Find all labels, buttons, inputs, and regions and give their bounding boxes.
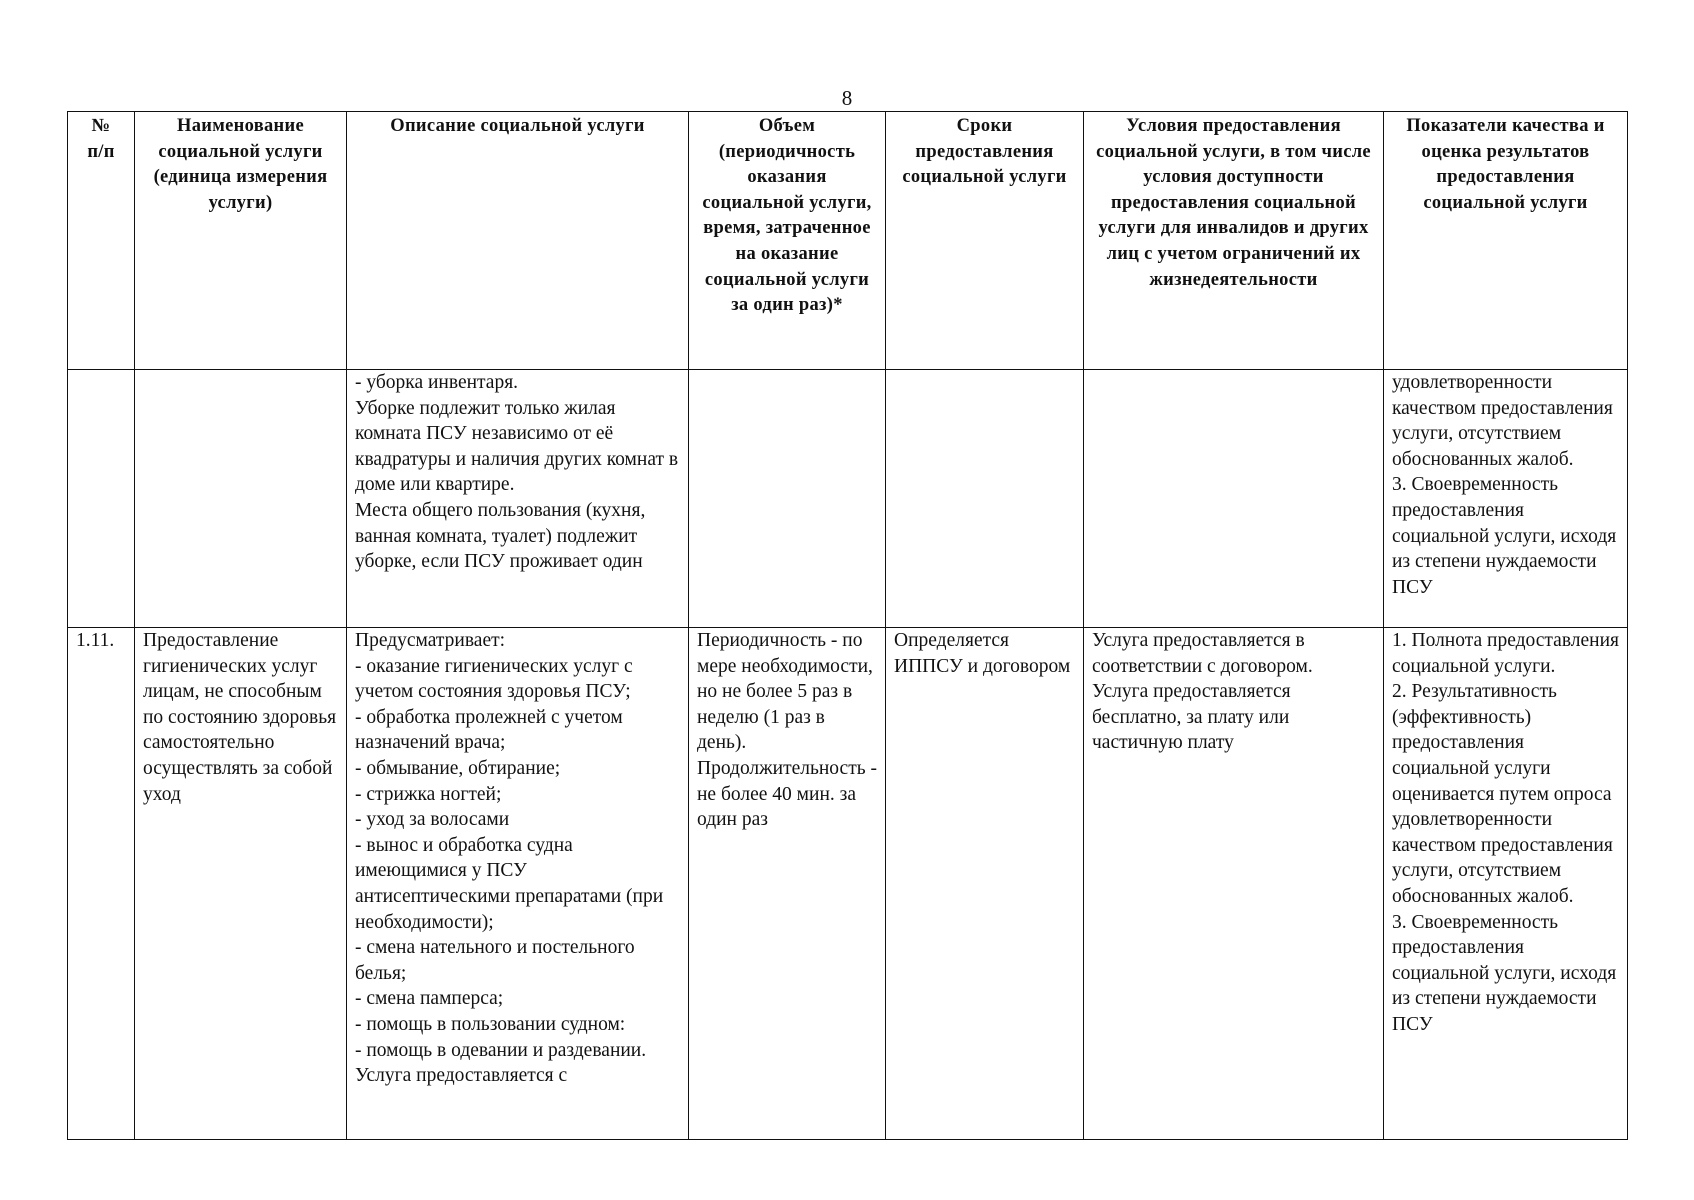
header-conditions: Условия предоставления социальной услуги, в том числе условия доступности предоставления социальной услуги для инвалидов и других лиц с учетом ограничений их жизнедеятельности	[1084, 112, 1384, 370]
cell-quality: удовлетворенности качеством предоставления услуги, отсутствием обоснованных жалоб. 3. Своевременность предоставления социальной услуги, исходя из степени нуждаемости ПСУ	[1384, 370, 1628, 628]
services-table	[67, 111, 1628, 1140]
header-volume: Объем (периодичность оказания социальной услуги, время, затраченное на оказание социальной услуги за один раз)*	[689, 112, 886, 370]
cell-volume: Периодичность - по мере необходимости, но не более 5 раз в неделю (1 раз в день). Продолжительность - не более 40 мин. за один раз	[689, 628, 886, 1140]
header-terms: Сроки предоставления социальной услуги	[886, 112, 1084, 370]
cell-volume	[689, 370, 886, 628]
page-number: 8	[841, 86, 853, 110]
header-quality: Показатели качества и оценка результатов предоставления социальной услуги	[1384, 112, 1628, 370]
table-row	[68, 628, 1628, 1140]
cell-name	[135, 370, 347, 628]
cell-conditions: Услуга предоставляется в соответствии с договором. Услуга предоставляется бесплатно, за плату или частичную плату	[1084, 628, 1384, 1140]
cell-num: 1.11.	[68, 628, 135, 1140]
cell-terms	[886, 370, 1084, 628]
header-name: Наименование социальной услуги (единица измерения услуги)	[135, 112, 347, 370]
table-row	[68, 370, 1628, 628]
header-description: Описание социальной услуги	[347, 112, 689, 370]
header-num: № п/п	[68, 112, 135, 370]
cell-description: - уборка инвентаря. Уборке подлежит только жилая комната ПСУ независимо от её квадратуры и наличия других комнат в доме или квартире. Места общего пользования (кухня, ванная комната, туалет) подлежит уборке, если ПСУ проживает один	[347, 370, 689, 628]
cell-description: Предусматривает: - оказание гигиенических услуг с учетом состояния здоровья ПСУ; - обработка пролежней с учетом назначений врача; - обмывание, обтирание; - стрижка ногтей; - уход за волосами - вынос и обработка судна имеющимися у ПСУ антисептическими препаратами (при необходимости); - смена нательного и постельного белья; - смена памперса; - помощь в пользовании судном: - помощь в одевании и раздевании. Услуга предоставляется с	[347, 628, 689, 1140]
cell-conditions	[1084, 370, 1384, 628]
cell-quality: 1. Полнота предоставления социальной услуги. 2. Результативность (эффективность) предоставления социальной услуги оценивается путем опроса удовлетворенности качеством предоставления услуги, отсутствием обоснованных жалоб. 3. Своевременность предоставления социальной услуги, исходя из степени нуждаемости ПСУ	[1384, 628, 1628, 1140]
cell-name: Предоставление гигиенических услуг лицам, не способным по состоянию здоровья самостоятельно осуществлять за собой уход	[135, 628, 347, 1140]
cell-terms: Определяется ИППСУ и договором	[886, 628, 1084, 1140]
cell-num	[68, 370, 135, 628]
table-header-row	[68, 112, 1628, 370]
